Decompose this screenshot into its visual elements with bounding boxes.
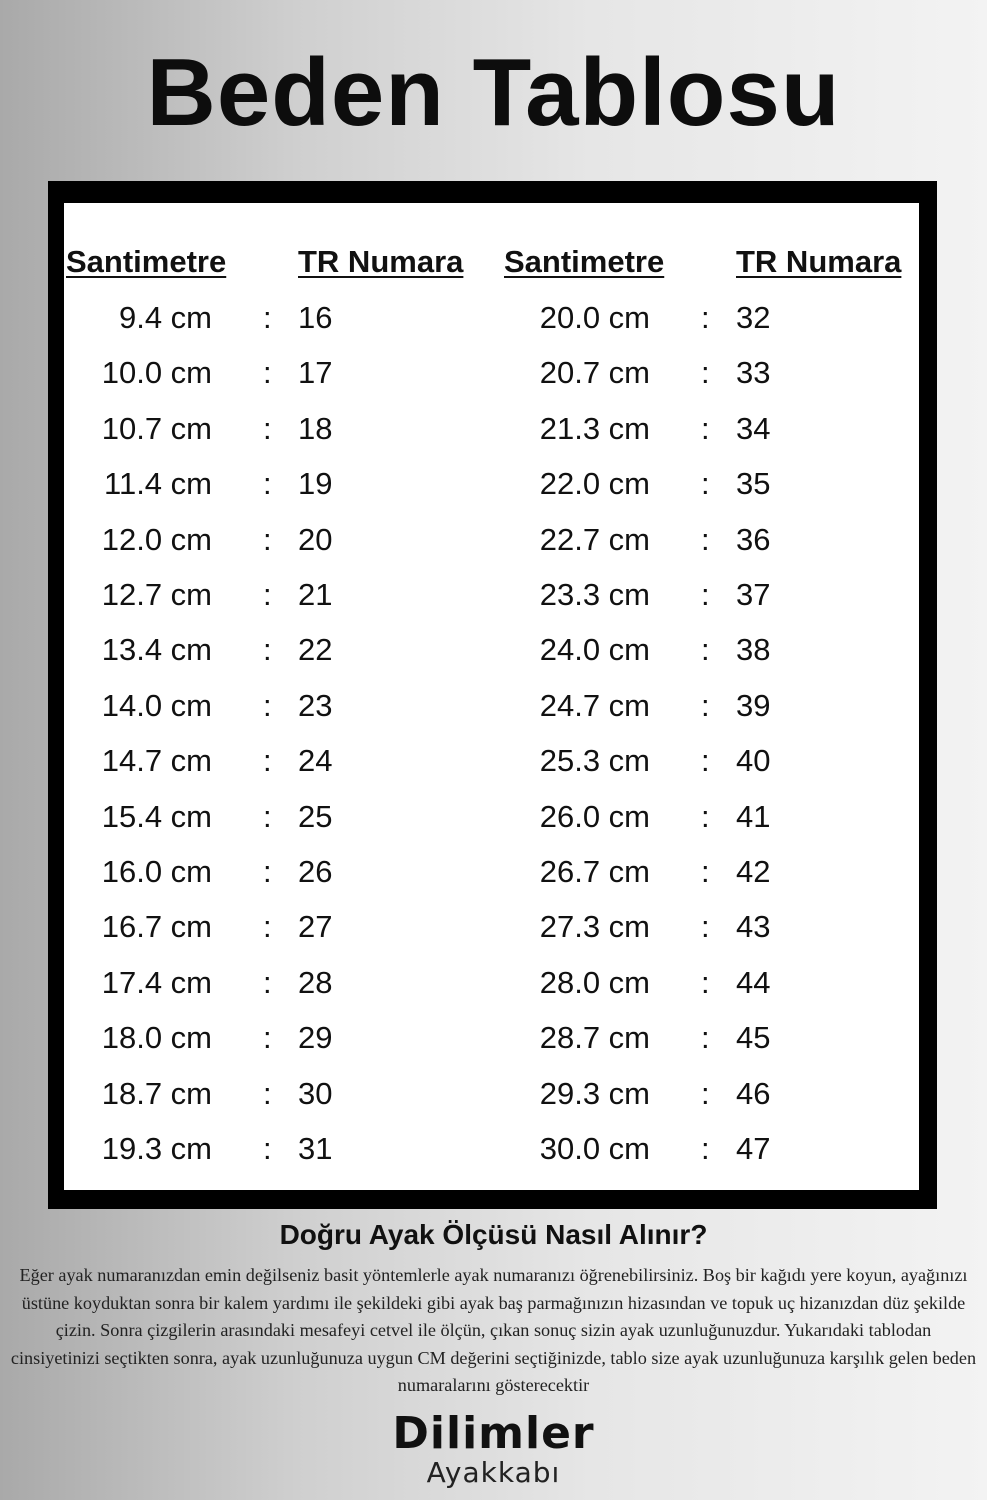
row-separator-right: :: [701, 1020, 710, 1056]
cm-value-left: 10.7 cm: [101, 410, 212, 446]
cm-value-right: 20.7 cm: [539, 355, 650, 391]
tr-value-right: 37: [736, 577, 771, 612]
cm-value-right: 24.7 cm: [539, 687, 650, 723]
cm-value-left: 13.4 cm: [101, 632, 212, 668]
row-separator-left: :: [263, 964, 272, 1000]
tr-value-left: 23: [298, 687, 333, 723]
cm-value-left: 16.0 cm: [101, 854, 212, 889]
cm-value-right: 25.3 cm: [539, 743, 650, 779]
row-separator-right: :: [701, 410, 710, 446]
cm-value-left: 19.3 cm: [101, 1131, 212, 1166]
row-separator-left: :: [263, 410, 272, 446]
cm-value-right: 21.3 cm: [539, 410, 650, 446]
cm-value-right: 29.3 cm: [539, 1075, 650, 1111]
row-separator-right: :: [701, 743, 710, 779]
tr-value-right: 34: [736, 410, 771, 446]
row-separator-left: :: [263, 1020, 272, 1056]
row-separator-right: :: [701, 854, 710, 889]
tr-value-right: 45: [736, 1020, 771, 1056]
instructions-text: Eğer ayak numaranızdan emin değilseniz basit yöntemlerle ayak numaranızı öğrenebilirsiniz. Boş bir kağıdı yere koyun, ayağınızı üstüne koyduktan sonra bir kalem yardımı ile şekildeki gibi ayak baş parmağınızın hizasından ve topuk uç hizanızdan düz şekilde çizin. Sonra çizgilerin arasındaki mesafeyi cetvel ile ölçün, çıkan sonuç sizin ayak uzunluğunuzdur. Yukarıdaki tablodan cinsiyetinizi seçtikten sonra, ayak uzunluğunuza uygun CM değerini seçtiğinizde, tablo size ayak uzunluğunuza karşılık gelen beden numaralarını gösterecektir: [10, 1265, 977, 1396]
tr-value-right: 47: [736, 1131, 771, 1166]
tr-value-left: 27: [298, 909, 333, 945]
row-separator-left: :: [263, 521, 272, 557]
cm-value-left: 11.4 cm: [104, 466, 212, 502]
cm-value-right: 26.0 cm: [539, 798, 650, 834]
row-separator-right: :: [701, 798, 710, 834]
cm-value-right: 22.7 cm: [539, 521, 650, 557]
tr-value-right: 41: [736, 798, 771, 834]
tr-value-left: 31: [298, 1131, 333, 1166]
cm-value-right: 22.0 cm: [539, 466, 650, 502]
cm-value-left: 18.0 cm: [101, 1020, 212, 1056]
tr-value-left: 19: [298, 466, 333, 502]
tr-value-right: 44: [736, 964, 771, 1000]
cm-value-left: 16.7 cm: [101, 909, 212, 945]
row-separator-right: :: [701, 909, 710, 945]
cm-value-right: 20.0 cm: [539, 300, 650, 335]
tr-value-right: 40: [736, 743, 771, 779]
row-separator-left: :: [263, 798, 272, 834]
tr-value-left: 16: [298, 300, 333, 335]
row-separator-left: :: [263, 743, 272, 779]
row-separator-right: :: [701, 964, 710, 1000]
header-tr-numara-right: TR Numara: [736, 244, 902, 279]
cm-value-right: 28.0 cm: [539, 964, 650, 1000]
cm-value-right: 24.0 cm: [539, 632, 650, 668]
row-separator-left: :: [263, 355, 272, 391]
instructions-title: Doğru Ayak Ölçüsü Nasıl Alınır?: [279, 1219, 708, 1250]
tr-value-left: 24: [298, 743, 333, 779]
header-tr-numara-left: TR Numara: [298, 244, 464, 279]
row-separator-left: :: [263, 909, 272, 945]
row-separator-right: :: [701, 1075, 710, 1111]
row-separator-left: :: [263, 300, 272, 335]
tr-value-right: 33: [736, 355, 771, 391]
tr-value-left: 17: [298, 355, 333, 391]
row-separator-left: :: [263, 854, 272, 889]
row-separator-left: :: [263, 577, 272, 612]
tr-value-right: 38: [736, 632, 771, 668]
cm-value-left: 12.0 cm: [101, 521, 212, 557]
page-title: Beden Tablosu: [146, 39, 841, 146]
tr-value-left: 20: [298, 521, 333, 557]
tr-value-right: 42: [736, 854, 771, 889]
tr-value-left: 26: [298, 854, 333, 889]
tr-value-right: 36: [736, 521, 771, 557]
brand-logo: Dilimler: [392, 1408, 595, 1459]
row-separator-right: :: [701, 355, 710, 391]
tr-value-right: 46: [736, 1075, 771, 1111]
tr-value-right: 43: [736, 909, 771, 945]
tr-value-left: 18: [298, 410, 333, 446]
cm-value-left: 9.4 cm: [118, 300, 212, 335]
cm-value-right: 23.3 cm: [539, 577, 650, 612]
cm-value-left: 14.0 cm: [101, 687, 212, 723]
row-separator-right: :: [701, 577, 710, 612]
tr-value-left: 21: [298, 577, 333, 612]
cm-value-left: 14.7 cm: [101, 743, 212, 779]
header-santimetre-right: Santimetre: [504, 244, 665, 279]
brand-subtitle: Ayakkabı: [426, 1456, 561, 1489]
tr-value-left: 30: [298, 1075, 333, 1111]
cm-value-right: 27.3 cm: [539, 909, 650, 945]
row-separator-left: :: [263, 1075, 272, 1111]
row-separator-left: :: [263, 632, 272, 668]
row-separator-left: :: [263, 687, 272, 723]
tr-value-right: 32: [736, 300, 771, 335]
cm-value-right: 28.7 cm: [539, 1020, 650, 1056]
row-separator-left: :: [263, 466, 272, 502]
tr-value-right: 39: [736, 687, 771, 723]
tr-value-left: 29: [298, 1020, 333, 1056]
row-separator-right: :: [701, 687, 710, 723]
header-santimetre-left: Santimetre: [66, 244, 227, 279]
cm-value-left: 17.4 cm: [101, 964, 212, 1000]
row-separator-right: :: [701, 300, 710, 335]
row-separator-right: :: [701, 1131, 710, 1166]
row-separator-right: :: [701, 466, 710, 502]
cm-value-left: 15.4 cm: [101, 798, 212, 834]
cm-value-left: 10.0 cm: [101, 355, 212, 391]
cm-value-right: 26.7 cm: [539, 854, 650, 889]
tr-value-left: 25: [298, 798, 333, 834]
cm-value-right: 30.0 cm: [539, 1131, 650, 1166]
tr-value-right: 35: [736, 466, 771, 502]
tr-value-left: 28: [298, 964, 333, 1000]
row-separator-right: :: [701, 632, 710, 668]
row-separator-left: :: [263, 1131, 272, 1166]
cm-value-left: 18.7 cm: [101, 1075, 212, 1111]
tr-value-left: 22: [298, 632, 333, 668]
cm-value-left: 12.7 cm: [101, 577, 212, 612]
row-separator-right: :: [701, 521, 710, 557]
